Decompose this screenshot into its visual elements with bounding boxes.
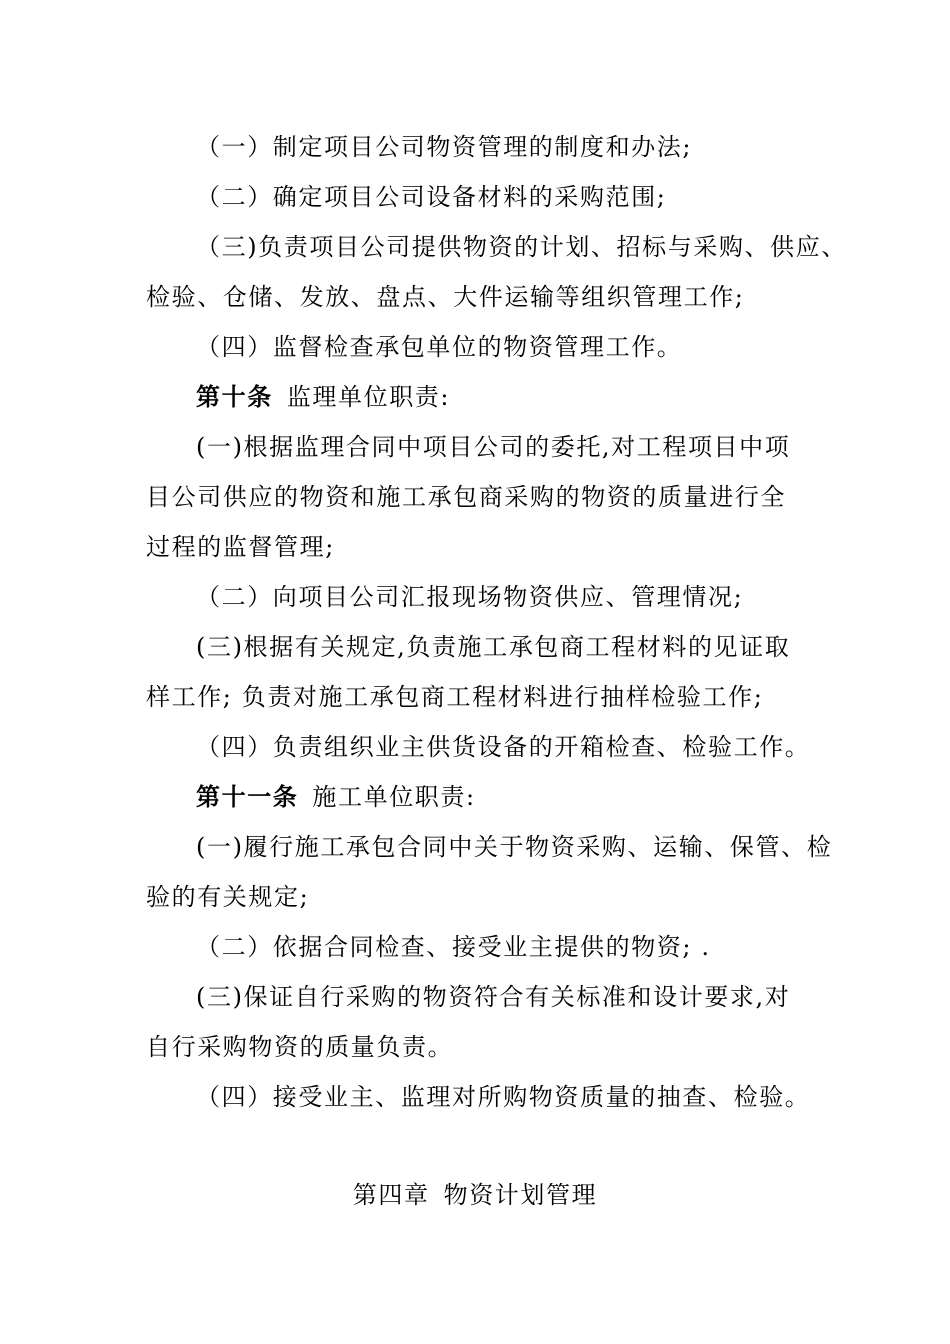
- chapter-4-title: 物资计划管理: [443, 1181, 598, 1209]
- article-10-title: 监理单位职责:: [286, 383, 451, 411]
- paragraph-line-3: （三)负责项目公司提供物资的计划、招标与采购、供应、: [196, 233, 847, 261]
- article-10-heading: [196, 381, 450, 413]
- paragraph-line-4: 检验、仓储、发放、盘点、大件运输等组织管理工作;: [146, 283, 745, 311]
- paragraph-line-16: (三)保证自行采购的物资符合有关标准和设计要求,对: [196, 983, 791, 1011]
- paragraph-line-1: （一）制定项目公司物资管理的制度和办法;: [196, 133, 693, 161]
- paragraph-line-6: (一)根据监理合同中项目公司的委托,对工程项目中项: [196, 433, 791, 461]
- paragraph-line-9: （二）向项目公司汇报现场物资供应、管理情况;: [196, 583, 744, 611]
- chapter-4-heading: [0, 1179, 950, 1211]
- article-11-title: 施工单位职责:: [312, 783, 476, 811]
- paragraph-line-18: （四）接受业主、监理对所购物资质量的抽查、检验。: [196, 1083, 811, 1111]
- paragraph-line-7: 目公司供应的物资和施工承包商采购的物资的质量进行全: [146, 483, 786, 511]
- paragraph-line-8: 过程的监督管理;: [146, 533, 335, 561]
- article-11-number: 第十一条: [196, 782, 299, 811]
- paragraph-line-14: 验的有关规定;: [146, 883, 310, 911]
- chapter-4-number: 第四章: [352, 1181, 430, 1209]
- paragraph-line-12: （四）负责组织业主供货设备的开箱检查、检验工作。: [196, 733, 811, 761]
- paragraph-line-11: 样工作; 负责对施工承包商工程材料进行抽样检验工作;: [146, 683, 764, 711]
- paragraph-line-15: （二）依据合同检查、接受业主提供的物资; .: [196, 933, 711, 961]
- paragraph-line-10: (三)根据有关规定,负责施工承包商工程材料的见证取: [196, 633, 791, 661]
- paragraph-line-5: （四）监督检查承包单位的物资管理工作。: [196, 333, 683, 361]
- paragraph-line-13: (一)履行施工承包合同中关于物资采购、运输、保管、检: [196, 833, 833, 861]
- article-10-number: 第十条: [196, 382, 273, 411]
- article-11-heading: [196, 781, 476, 813]
- paragraph-line-17: 自行采购物资的质量负责。: [146, 1033, 454, 1061]
- paragraph-line-2: （二）确定项目公司设备材料的采购范围;: [196, 183, 667, 211]
